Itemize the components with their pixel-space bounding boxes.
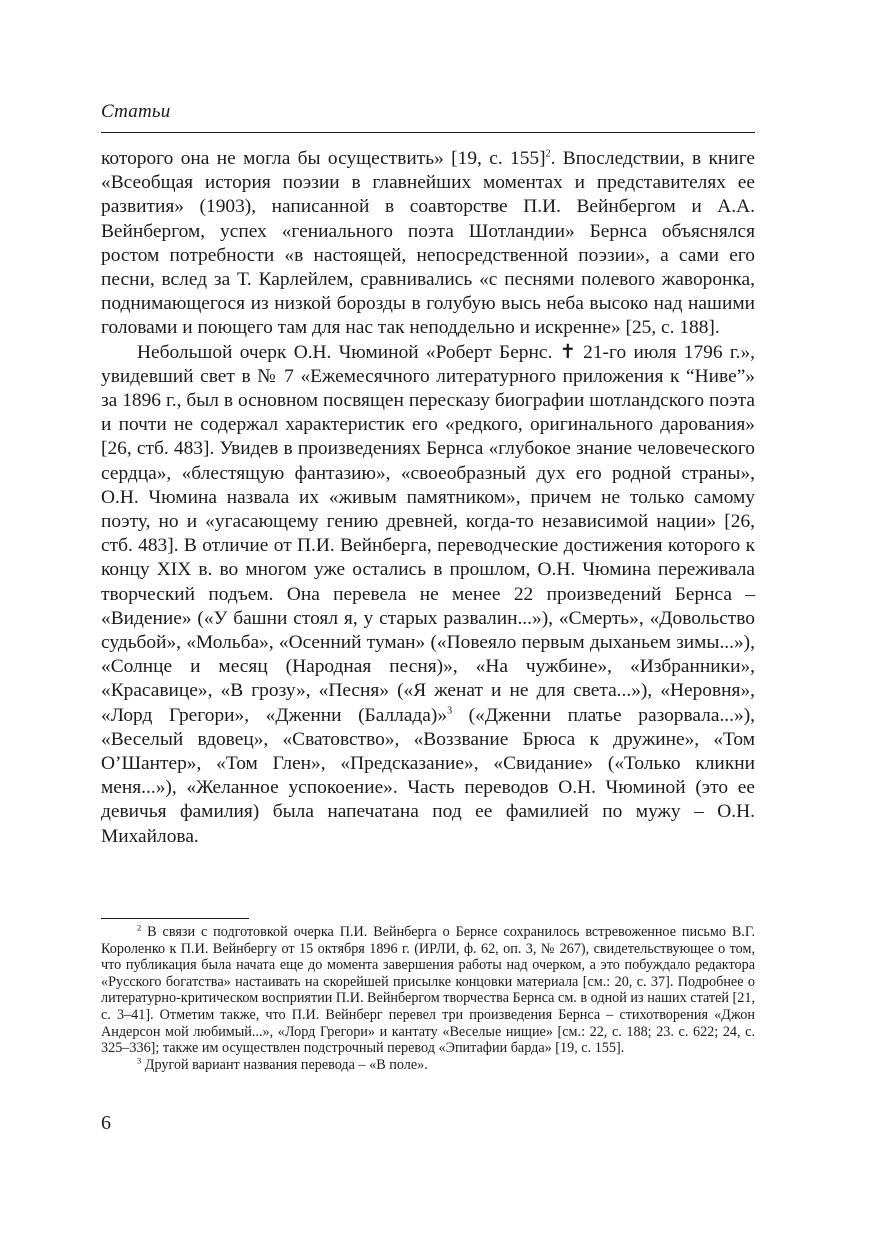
footnote-text: Другой вариант названия перевода – «В поле». [141,1056,428,1073]
running-title: Статьи [101,101,171,122]
paragraph-1 [101,147,755,341]
footnotes [101,924,755,1073]
paragraph-1-text-cont: . Впоследствии, в книге «Всеобщая история поэзии в главнейших моментах и представителях ее развития» (1903), написанной в соавторстве П.И. Вейнбергом и А.А. Вейнбергом, успех «гениального поэта Шотландии» Бернса объяснялся ростом потребности «в настоящей, непосредственной поэзии», а сами его песни, вслед за Т. Карлейлем, сравнивались «с песнями полевого жаворонка, поднимающегося из низкой борозды в голубую высь неба высоко над нашими головами и поющего там для нас так неподдельно и искренне» [25, с. 188]. [101,148,755,339]
footnote-text: В связи с подготовкой очерка П.И. Вейнберга о Бернсе сохранилось встревоженное письмо В.Г. Короленко к П.И. Вейнбергу от 15 октября 1896 г. (ИРЛИ, ф. 62, оп. 3, № 267), свидетельствующее о том, что публикация была начата еще до момента завершения работы над очерком, а это побуждало редактора «Русского богатства» настаивать на скорейшей присылке концовки материала [см.: 20, с. 37]. Подробнее о литературно-критическом восприятии П.И. Вейнбергом творчества Бернса см. в одной из наших статей [21, с. 3–41]. Отметим также, что П.И. Вейнберг перевел три произведения Бернса – стихотворения «Джон Андерсон мой любимый...», «Лорд Грегори» и кантату «Веселые нищие» [см.: 22, с. 188; 23. с. 622; 24, с. 325–336]; также им осуществлен подстрочный перевод «Эпитафии барда» [19, с. 155]. [101,924,755,1057]
paragraph-2 [101,341,755,849]
footnote-rule [101,918,249,919]
paragraph-1-text: которого она не могла бы осуществить» [19, с. 155] [101,148,546,169]
header-rule [101,132,755,133]
paragraph-2-text: Небольшой очерк О.Н. Чюминой «Роберт Бернс. ✝ 21-го июля 1796 г.», увидевший свет в № 7 «Ежемесячного литературного приложения к “Ниве”» за 1896 г., был в основном посвящен пересказу биографии шотландского поэта и почти не содержал характеристик его «редкого, оригинального дарования» [26, стб. 483]. Увидев в произведениях Бернса «глубокое знание человеческого сердца», «блестящую фантазию», «своеобразный дух его родной страны», О.Н. Чюмина назвала их «живым памятником», причем не только самому поэту, но и «угасающему гению древней, когда-то независимой нации» [26, стб. 483]. В отличие от П.И. Вейнберга, переводческие достижения которого к концу XIX в. во многом уже остались в прошлом, О.Н. Чюмина переживала творческий подъем. Она перевела не менее 22 произведений Бернса – «Видение» («У башни стоял я, у старых развалин...»), «Смерть», «Довольство судьбой», «Мольба», «Осенний туман» («Повеяло первым дыханьем зимы...»), «Солнце и месяц (Народная песня)», «На чужбине», «Избранники», «Красавице», «В грозу», «Песня» («Я женат и не для света...»), «Неровня», «Лорд Грегори», «Дженни (Баллада)» [101,341,755,726]
paragraph-2-text-cont: («Дженни платье разорвала...»), «Веселый вдовец», «Сватовство», «Воззвание Брюса к дружине», «Том О’Шантер», «Том Глен», «Предсказание», «Свидание» («Только кликни меня...»), «Желанное успокоение». Часть переводов О.Н. Чюминой (это ее девичья фамилия) была напечатана под ее фамилией по мужу – О.Н. Михайлова. [101,704,756,847]
page-number: 6 [101,1112,111,1134]
footnote-ref-2[interactable]: 2 [545,148,551,160]
footnote-number: 3 [137,1055,142,1066]
footnote-number: 2 [137,922,142,933]
main-text [101,147,755,849]
footnote-3 [101,1057,755,1074]
footnote-ref-3[interactable]: 3 [447,705,453,717]
footnote-2 [101,924,755,1057]
